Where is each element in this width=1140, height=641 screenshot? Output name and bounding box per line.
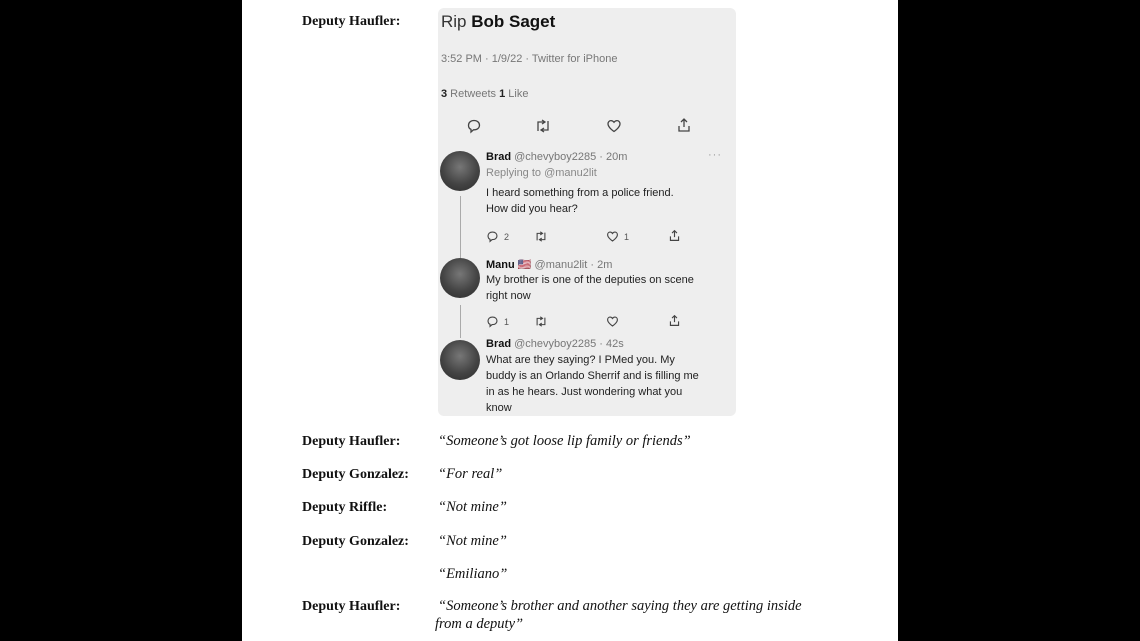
reply-author: Manu 🇺🇸 @manu2lit · 2m	[486, 259, 613, 271]
like-icon[interactable]	[606, 315, 619, 328]
reply-author: Brad @chevyboy2285 · 42s	[486, 338, 624, 350]
tweet-stats: 3 Retweets 1 Like	[441, 88, 529, 100]
quote-text: from a deputy”	[435, 616, 524, 632]
quote-text: “Not mine”	[438, 533, 507, 549]
tweet-action-bar	[438, 116, 736, 138]
reply-text-line: I heard something from a police friend.	[486, 187, 674, 199]
reply-count: 1	[504, 317, 510, 327]
tweet-screenshot	[438, 8, 736, 416]
reply-text-line: My brother is one of the deputies on scene	[486, 274, 694, 286]
reply-action-bar	[486, 229, 686, 245]
like-count: 1	[624, 232, 630, 242]
document-page	[242, 0, 898, 641]
speaker-label: Deputy Riffle:	[302, 500, 388, 515]
share-icon[interactable]	[668, 314, 681, 327]
retweet-icon[interactable]	[534, 316, 548, 327]
avatar[interactable]	[440, 340, 480, 380]
quote-text: “Emiliano”	[438, 566, 508, 582]
speaker-label: Deputy Haufler:	[302, 434, 401, 449]
thread-line	[460, 305, 461, 338]
reply-action-bar	[486, 314, 686, 330]
reply-icon[interactable]	[486, 230, 499, 243]
reply-text-line: know	[486, 402, 512, 414]
flag-icon: 🇺🇸	[517, 259, 532, 271]
quote-text: “Someone’s brother and another saying they are getting inside	[438, 598, 802, 614]
avatar[interactable]	[440, 258, 480, 298]
speaker-label: Deputy Gonzalez:	[302, 534, 409, 549]
reply-text-line: How did you hear?	[486, 203, 578, 215]
reply-text-line: What are they saying? I PMed you. My	[486, 354, 675, 366]
tweet-timestamp: 3:52 PM · 1/9/22 · Twitter for iPhone	[441, 53, 618, 65]
quote-text: “For real”	[438, 466, 503, 482]
share-icon[interactable]	[668, 229, 681, 242]
reply-author: Brad @chevyboy2285 · 20m	[486, 151, 628, 163]
speaker-label: Deputy Haufler:	[302, 14, 401, 29]
retweet-icon[interactable]	[534, 231, 548, 242]
avatar[interactable]	[440, 151, 480, 191]
quote-text: “Not mine”	[438, 499, 507, 515]
reply-icon[interactable]	[486, 315, 499, 328]
reply-text-line: buddy is an Orlando Sherrif and is filling me	[486, 370, 699, 382]
reply-icon[interactable]	[466, 118, 482, 134]
like-icon[interactable]	[606, 118, 622, 134]
more-icon[interactable]: ···	[708, 149, 722, 161]
retweet-icon[interactable]	[534, 119, 552, 133]
tweet-text: Rip Bob Saget	[441, 12, 556, 31]
speaker-label: Deputy Haufler:	[302, 599, 401, 614]
quote-text: “Someone’s got loose lip family or friends”	[438, 433, 691, 449]
speaker-label: Deputy Gonzalez:	[302, 467, 409, 482]
reply-text-line: in as he hears. Just wondering what you	[486, 386, 683, 398]
like-icon[interactable]	[606, 230, 619, 243]
thread-line	[460, 196, 461, 258]
replying-to: Replying to @manu2lit	[486, 167, 597, 179]
reply-count: 2	[504, 232, 510, 242]
reply-text-line: right now	[486, 290, 531, 302]
share-icon[interactable]	[676, 117, 692, 133]
